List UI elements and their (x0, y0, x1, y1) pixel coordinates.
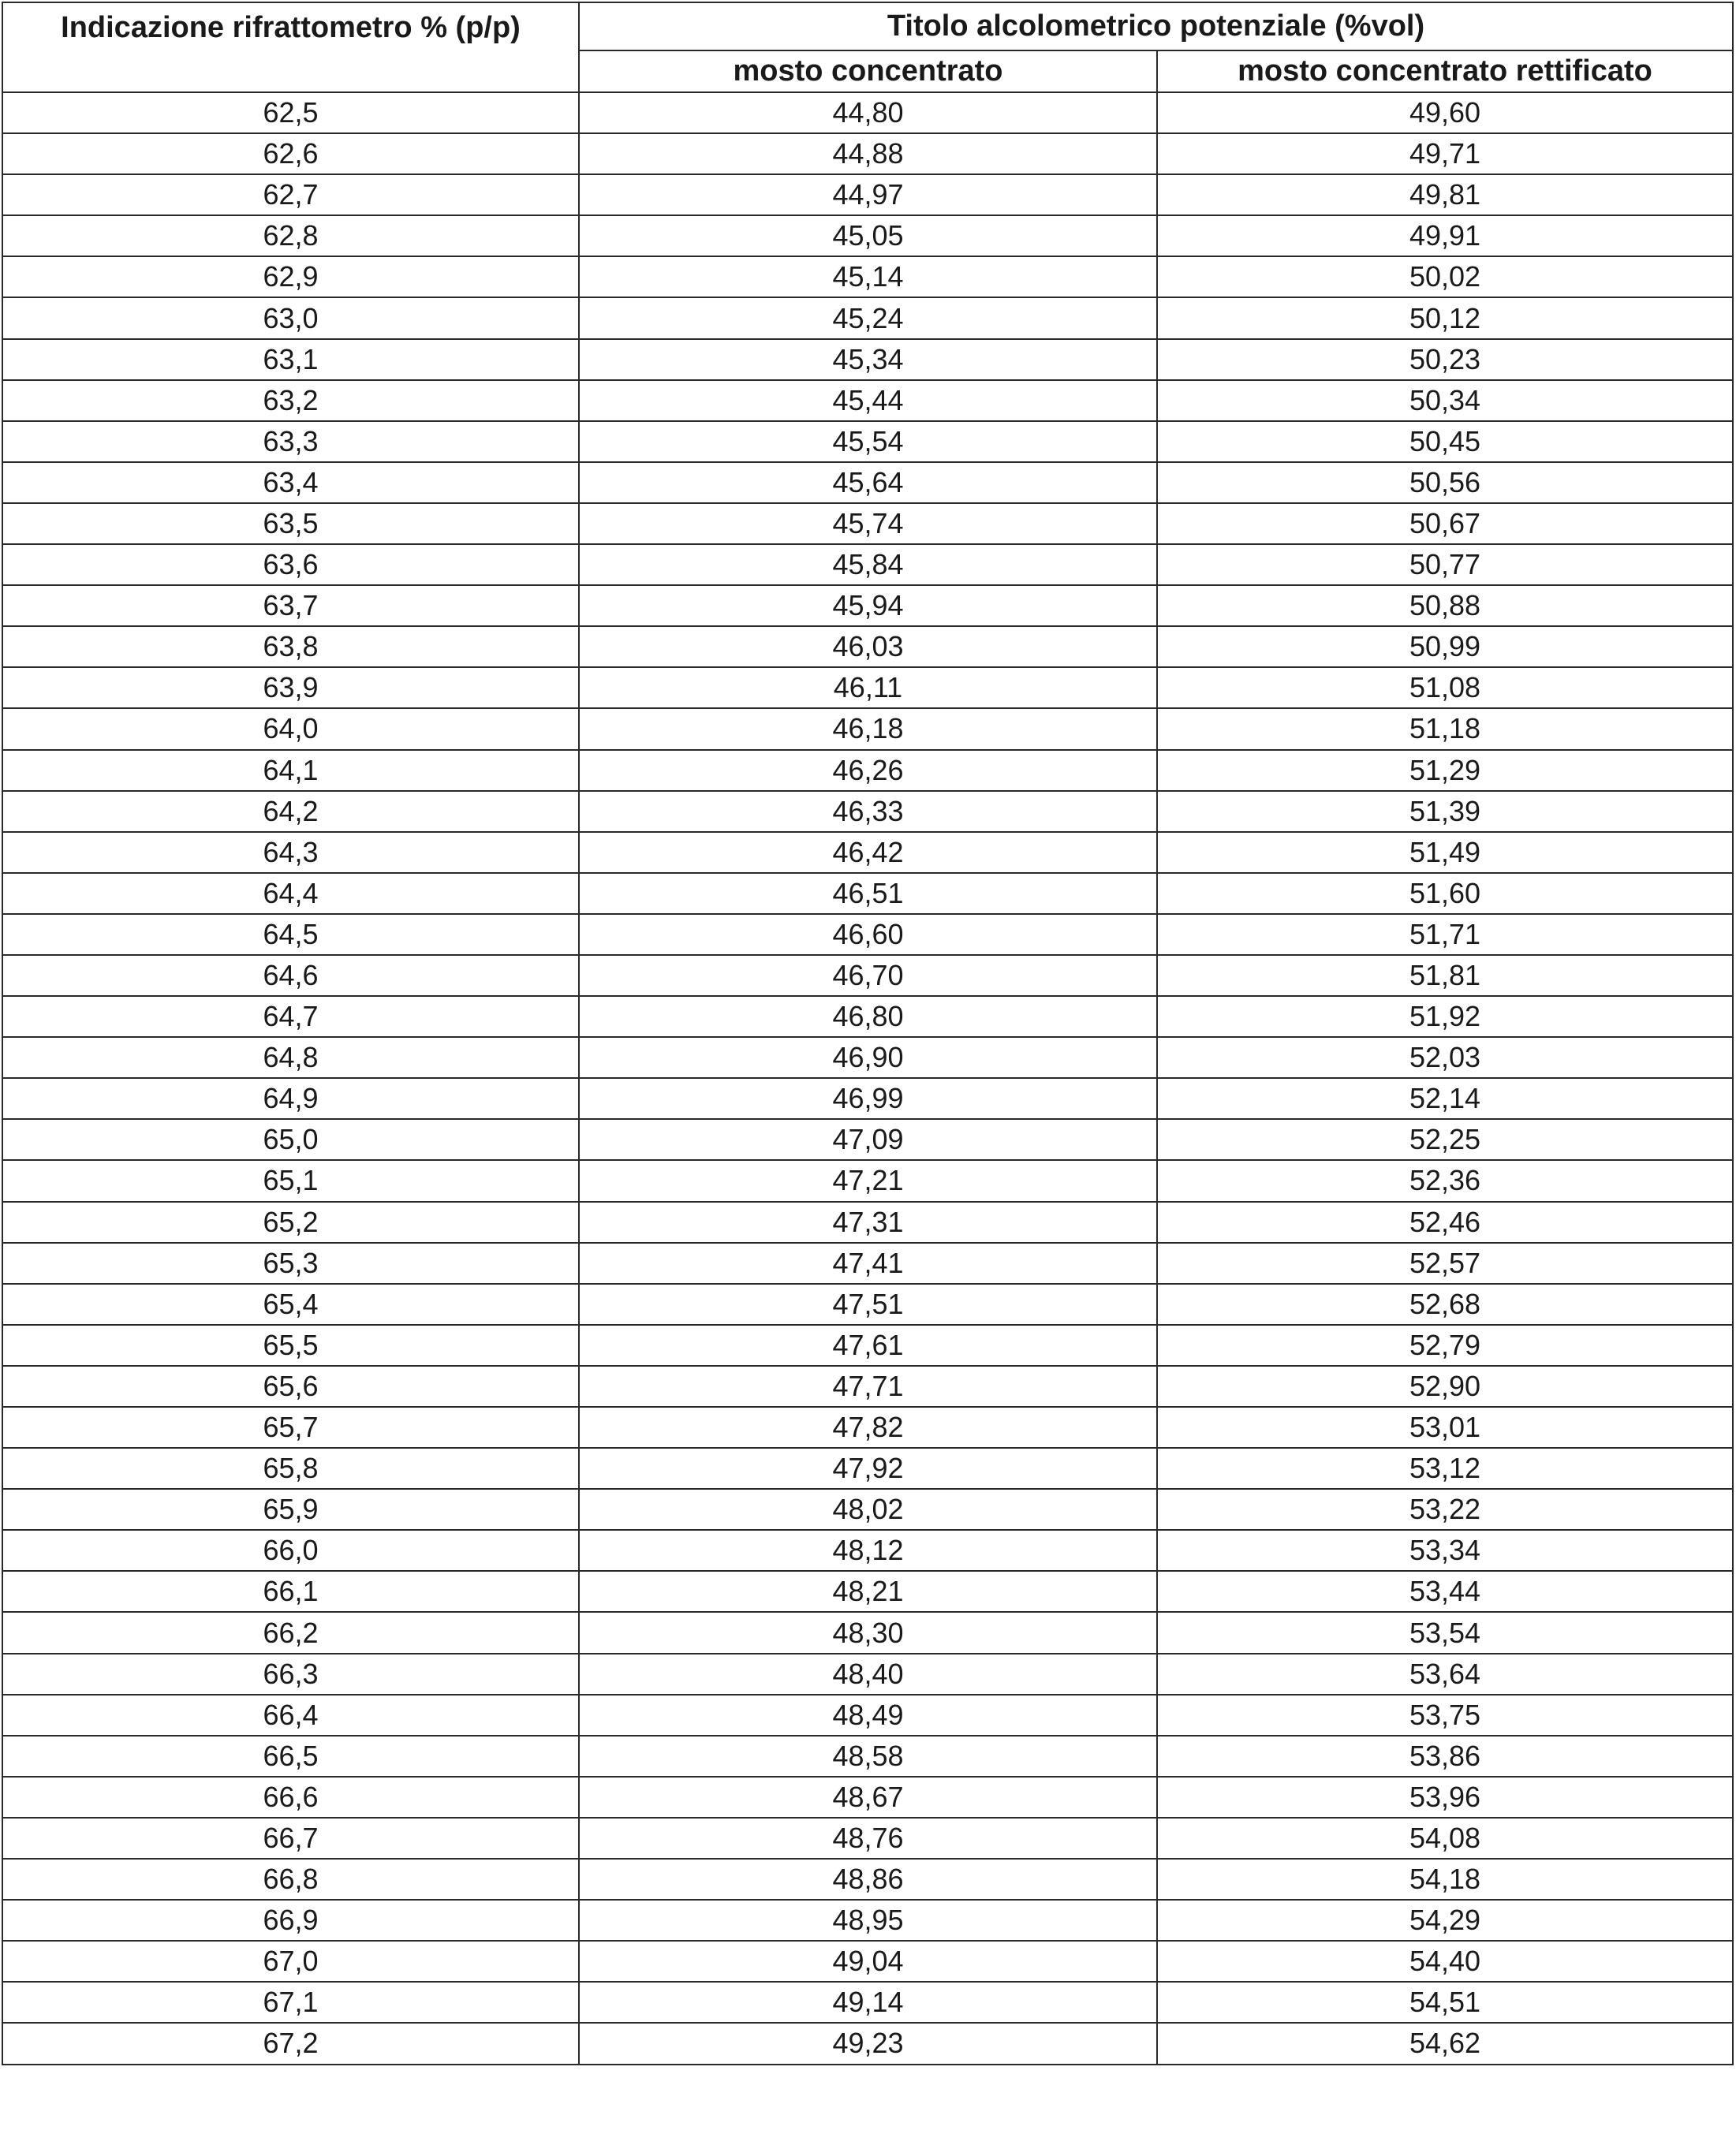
refractometer-value-cell: 63,7 (2, 585, 579, 626)
refractometer-value-cell: 64,4 (2, 873, 579, 914)
header-concentrated-must: mosto concentrato (579, 50, 1157, 92)
refractometer-value-cell: 65,6 (2, 1366, 579, 1407)
refractometer-value-cell: 64,2 (2, 791, 579, 832)
refractometer-value-cell: 66,2 (2, 1612, 579, 1653)
refractometer-value-cell: 62,6 (2, 133, 579, 174)
rectified-must-value-cell: 53,12 (1157, 1448, 1733, 1489)
rectified-must-value-cell: 50,99 (1157, 626, 1733, 667)
refractometer-value-cell: 64,5 (2, 914, 579, 955)
table-row (2, 1859, 1733, 1900)
rectified-must-value-cell: 52,03 (1157, 1037, 1733, 1078)
concentrated-must-value-cell: 45,74 (579, 503, 1157, 544)
rectified-must-value-cell: 51,29 (1157, 750, 1733, 791)
refractometer-value-cell: 65,8 (2, 1448, 579, 1489)
rectified-must-value-cell: 52,79 (1157, 1325, 1733, 1366)
rectified-must-value-cell: 52,25 (1157, 1119, 1733, 1160)
rectified-must-value-cell: 50,02 (1157, 256, 1733, 297)
table-row (2, 626, 1733, 667)
refractometer-value-cell: 63,6 (2, 544, 579, 585)
table-row (2, 421, 1733, 462)
refractometer-value-cell: 66,8 (2, 1859, 579, 1900)
refractometer-value-cell: 66,5 (2, 1736, 579, 1777)
refractometer-value-cell: 62,9 (2, 256, 579, 297)
rectified-must-value-cell: 53,96 (1157, 1777, 1733, 1818)
refractometer-value-cell: 62,7 (2, 174, 579, 215)
rectified-must-value-cell: 49,91 (1157, 215, 1733, 256)
table-row (2, 544, 1733, 585)
table-row (2, 1612, 1733, 1653)
table-row (2, 1202, 1733, 1243)
concentrated-must-value-cell: 45,64 (579, 462, 1157, 503)
refractometer-value-cell: 65,5 (2, 1325, 579, 1366)
table-row (2, 585, 1733, 626)
concentrated-must-value-cell: 47,41 (579, 1243, 1157, 1284)
refractometer-value-cell: 64,9 (2, 1078, 579, 1119)
refractometer-value-cell: 66,3 (2, 1654, 579, 1695)
rectified-must-value-cell: 54,51 (1157, 1982, 1733, 2023)
concentrated-must-value-cell: 49,14 (579, 1982, 1157, 2023)
concentrated-must-value-cell: 47,51 (579, 1284, 1157, 1325)
concentrated-must-value-cell: 46,26 (579, 750, 1157, 791)
table-row (2, 1818, 1733, 1859)
rectified-must-value-cell: 52,57 (1157, 1243, 1733, 1284)
table-row (2, 708, 1733, 749)
rectified-must-value-cell: 52,90 (1157, 1366, 1733, 1407)
table-header (2, 2, 1733, 92)
rectified-must-value-cell: 51,18 (1157, 708, 1733, 749)
rectified-must-value-cell: 52,46 (1157, 1202, 1733, 1243)
table-row (2, 791, 1733, 832)
rectified-must-value-cell: 51,71 (1157, 914, 1733, 955)
table-row (2, 92, 1733, 133)
concentrated-must-value-cell: 48,12 (579, 1530, 1157, 1571)
concentrated-must-value-cell: 47,61 (579, 1325, 1157, 1366)
table-row (2, 133, 1733, 174)
concentrated-must-value-cell: 45,54 (579, 421, 1157, 462)
table-row (2, 1407, 1733, 1448)
concentrated-must-value-cell: 48,21 (579, 1571, 1157, 1612)
refractometer-value-cell: 65,1 (2, 1160, 579, 1201)
conversion-table-container (2, 2, 1732, 2065)
table-row (2, 1941, 1733, 1982)
concentrated-must-value-cell: 46,11 (579, 667, 1157, 708)
table-row (2, 1119, 1733, 1160)
concentrated-must-value-cell: 48,76 (579, 1818, 1157, 1859)
table-row (2, 174, 1733, 215)
refractometer-value-cell: 66,6 (2, 1777, 579, 1818)
table-row (2, 2023, 1733, 2064)
refractometer-value-cell: 64,8 (2, 1037, 579, 1078)
table-row (2, 503, 1733, 544)
refractometer-value-cell: 64,1 (2, 750, 579, 791)
rectified-must-value-cell: 53,75 (1157, 1695, 1733, 1736)
rectified-must-value-cell: 50,88 (1157, 585, 1733, 626)
table-row (2, 832, 1733, 873)
refractometer-value-cell: 63,1 (2, 339, 579, 380)
concentrated-must-value-cell: 48,67 (579, 1777, 1157, 1818)
refractometer-value-cell: 63,3 (2, 421, 579, 462)
refractometer-value-cell: 66,7 (2, 1818, 579, 1859)
rectified-must-value-cell: 53,34 (1157, 1530, 1733, 1571)
concentrated-must-value-cell: 47,92 (579, 1448, 1157, 1489)
table-row (2, 1284, 1733, 1325)
rectified-must-value-cell: 51,49 (1157, 832, 1733, 873)
refractometer-value-cell: 63,2 (2, 380, 579, 421)
rectified-must-value-cell: 51,39 (1157, 791, 1733, 832)
rectified-must-value-cell: 54,08 (1157, 1818, 1733, 1859)
refractometer-value-cell: 65,0 (2, 1119, 579, 1160)
refractometer-value-cell: 62,5 (2, 92, 579, 133)
rectified-must-value-cell: 53,54 (1157, 1612, 1733, 1653)
rectified-must-value-cell: 51,81 (1157, 955, 1733, 996)
refractometer-value-cell: 65,3 (2, 1243, 579, 1284)
refractometer-value-cell: 65,9 (2, 1489, 579, 1530)
rectified-must-value-cell: 54,18 (1157, 1859, 1733, 1900)
rectified-must-value-cell: 49,60 (1157, 92, 1733, 133)
refractometer-value-cell: 67,1 (2, 1982, 579, 2023)
table-row (2, 1078, 1733, 1119)
concentrated-must-value-cell: 45,24 (579, 297, 1157, 338)
table-row (2, 1736, 1733, 1777)
rectified-must-value-cell: 49,71 (1157, 133, 1733, 174)
concentrated-must-value-cell: 45,84 (579, 544, 1157, 585)
refractometer-value-cell: 63,8 (2, 626, 579, 667)
table-row (2, 215, 1733, 256)
refractometer-value-cell: 65,4 (2, 1284, 579, 1325)
concentrated-must-value-cell: 48,30 (579, 1612, 1157, 1653)
refractometer-value-cell: 67,2 (2, 2023, 579, 2064)
table-row (2, 750, 1733, 791)
concentrated-must-value-cell: 45,34 (579, 339, 1157, 380)
table-row (2, 339, 1733, 380)
concentrated-must-value-cell: 47,09 (579, 1119, 1157, 1160)
header-row-top (2, 2, 1733, 50)
rectified-must-value-cell: 50,56 (1157, 462, 1733, 503)
header-refractometer-reading: Indicazione rifrattometro % (p/p) (2, 2, 579, 92)
concentrated-must-value-cell: 46,90 (579, 1037, 1157, 1078)
table-row (2, 462, 1733, 503)
rectified-must-value-cell: 50,67 (1157, 503, 1733, 544)
table-row (2, 1571, 1733, 1612)
table-row (2, 1695, 1733, 1736)
concentrated-must-value-cell: 44,88 (579, 133, 1157, 174)
concentrated-must-value-cell: 46,33 (579, 791, 1157, 832)
table-row (2, 1243, 1733, 1284)
refractometer-conversion-table (2, 2, 1734, 2065)
concentrated-must-value-cell: 49,04 (579, 1941, 1157, 1982)
rectified-must-value-cell: 54,29 (1157, 1900, 1733, 1941)
refractometer-value-cell: 66,0 (2, 1530, 579, 1571)
rectified-must-value-cell: 51,60 (1157, 873, 1733, 914)
rectified-must-value-cell: 52,14 (1157, 1078, 1733, 1119)
rectified-must-value-cell: 50,77 (1157, 544, 1733, 585)
concentrated-must-value-cell: 46,99 (579, 1078, 1157, 1119)
table-row (2, 256, 1733, 297)
table-row (2, 1037, 1733, 1078)
concentrated-must-value-cell: 47,21 (579, 1160, 1157, 1201)
table-row (2, 1366, 1733, 1407)
rectified-must-value-cell: 52,68 (1157, 1284, 1733, 1325)
rectified-must-value-cell: 53,86 (1157, 1736, 1733, 1777)
concentrated-must-value-cell: 45,14 (579, 256, 1157, 297)
concentrated-must-value-cell: 48,95 (579, 1900, 1157, 1941)
concentrated-must-value-cell: 49,23 (579, 2023, 1157, 2064)
rectified-must-value-cell: 51,92 (1157, 996, 1733, 1037)
refractometer-value-cell: 66,1 (2, 1571, 579, 1612)
table-row (2, 667, 1733, 708)
rectified-must-value-cell: 51,08 (1157, 667, 1733, 708)
concentrated-must-value-cell: 45,94 (579, 585, 1157, 626)
refractometer-value-cell: 64,0 (2, 708, 579, 749)
table-row (2, 996, 1733, 1037)
rectified-must-value-cell: 54,40 (1157, 1941, 1733, 1982)
refractometer-value-cell: 64,7 (2, 996, 579, 1037)
refractometer-value-cell: 64,3 (2, 832, 579, 873)
concentrated-must-value-cell: 45,05 (579, 215, 1157, 256)
table-row (2, 1448, 1733, 1489)
table-row (2, 380, 1733, 421)
table-row (2, 1777, 1733, 1818)
table-row (2, 1982, 1733, 2023)
concentrated-must-value-cell: 48,49 (579, 1695, 1157, 1736)
table-body (2, 92, 1733, 2065)
table-row (2, 914, 1733, 955)
rectified-must-value-cell: 50,45 (1157, 421, 1733, 462)
concentrated-must-value-cell: 47,71 (579, 1366, 1157, 1407)
table-row (2, 1489, 1733, 1530)
rectified-must-value-cell: 52,36 (1157, 1160, 1733, 1201)
concentrated-must-value-cell: 46,42 (579, 832, 1157, 873)
refractometer-value-cell: 63,0 (2, 297, 579, 338)
concentrated-must-value-cell: 46,80 (579, 996, 1157, 1037)
table-row (2, 1530, 1733, 1571)
table-row (2, 1325, 1733, 1366)
refractometer-value-cell: 63,9 (2, 667, 579, 708)
table-row (2, 1654, 1733, 1695)
concentrated-must-value-cell: 48,02 (579, 1489, 1157, 1530)
concentrated-must-value-cell: 44,97 (579, 174, 1157, 215)
refractometer-value-cell: 67,0 (2, 1941, 579, 1982)
concentrated-must-value-cell: 48,86 (579, 1859, 1157, 1900)
rectified-must-value-cell: 54,62 (1157, 2023, 1733, 2064)
refractometer-value-cell: 65,7 (2, 1407, 579, 1448)
refractometer-value-cell: 62,8 (2, 215, 579, 256)
table-row (2, 297, 1733, 338)
rectified-must-value-cell: 50,12 (1157, 297, 1733, 338)
rectified-must-value-cell: 50,23 (1157, 339, 1733, 380)
header-rectified-concentrated-must: mosto concentrato rettificato (1157, 50, 1733, 92)
rectified-must-value-cell: 53,44 (1157, 1571, 1733, 1612)
concentrated-must-value-cell: 45,44 (579, 380, 1157, 421)
refractometer-value-cell: 63,4 (2, 462, 579, 503)
refractometer-value-cell: 65,2 (2, 1202, 579, 1243)
concentrated-must-value-cell: 46,60 (579, 914, 1157, 955)
concentrated-must-value-cell: 46,03 (579, 626, 1157, 667)
header-potential-alcohol-group: Titolo alcolometrico potenziale (%vol) (579, 2, 1733, 50)
refractometer-value-cell: 64,6 (2, 955, 579, 996)
concentrated-must-value-cell: 48,58 (579, 1736, 1157, 1777)
refractometer-value-cell: 66,9 (2, 1900, 579, 1941)
table-row (2, 955, 1733, 996)
concentrated-must-value-cell: 47,82 (579, 1407, 1157, 1448)
table-row (2, 1900, 1733, 1941)
rectified-must-value-cell: 49,81 (1157, 174, 1733, 215)
table-row (2, 1160, 1733, 1201)
concentrated-must-value-cell: 48,40 (579, 1654, 1157, 1695)
refractometer-value-cell: 66,4 (2, 1695, 579, 1736)
rectified-must-value-cell: 53,22 (1157, 1489, 1733, 1530)
concentrated-must-value-cell: 46,70 (579, 955, 1157, 996)
concentrated-must-value-cell: 44,80 (579, 92, 1157, 133)
rectified-must-value-cell: 50,34 (1157, 380, 1733, 421)
concentrated-must-value-cell: 46,18 (579, 708, 1157, 749)
concentrated-must-value-cell: 47,31 (579, 1202, 1157, 1243)
rectified-must-value-cell: 53,64 (1157, 1654, 1733, 1695)
rectified-must-value-cell: 53,01 (1157, 1407, 1733, 1448)
table-row (2, 873, 1733, 914)
refractometer-value-cell: 63,5 (2, 503, 579, 544)
concentrated-must-value-cell: 46,51 (579, 873, 1157, 914)
